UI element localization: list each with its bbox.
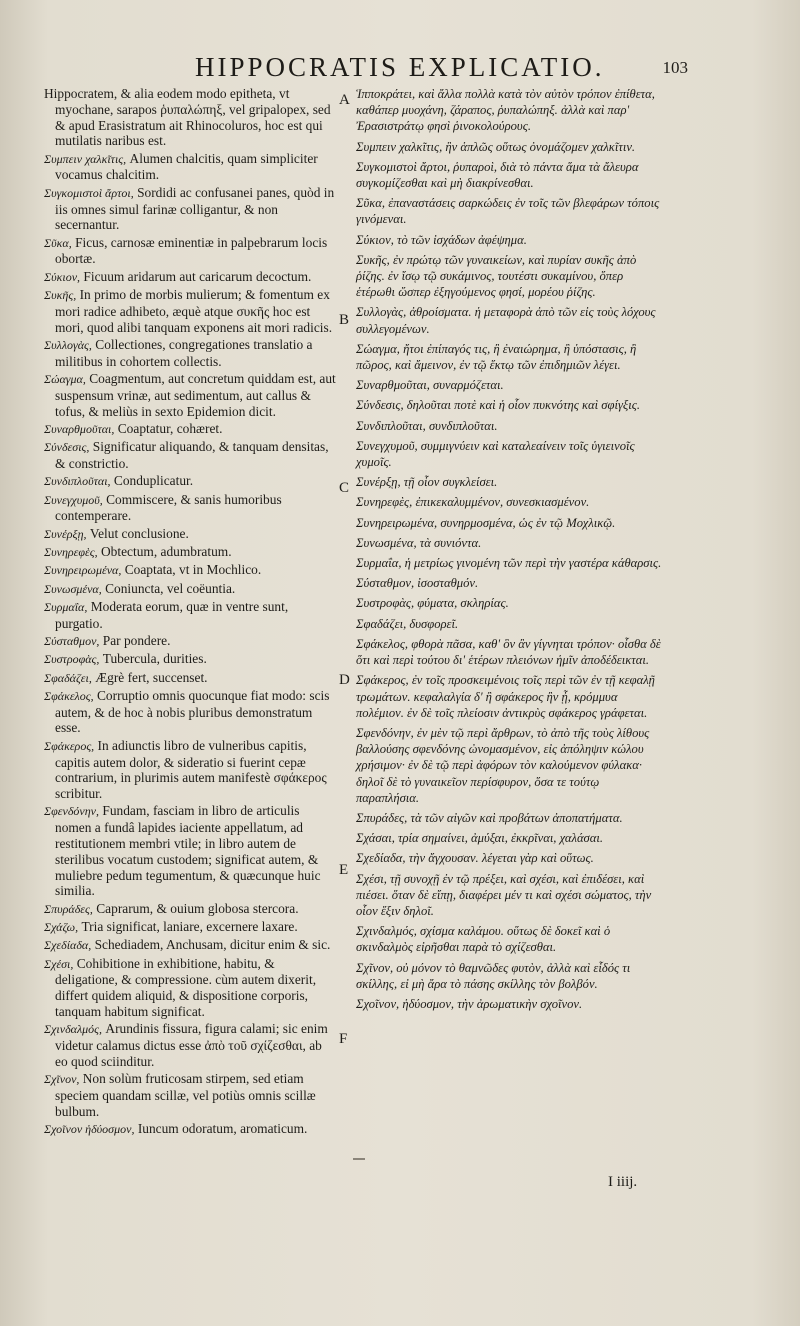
latin-gloss: Velut conclusione. — [89, 525, 189, 541]
latin-column — [44, 86, 336, 1139]
latin-gloss: Arundinis fissura, figura calami; sic enim videtur calamus dictus esse ἀπὸ τοῦ σχίζεσθαι, ab eo quod sciinditur. — [55, 1021, 328, 1069]
greek-headword: Σώαγμα, — [44, 372, 86, 387]
latin-entry — [44, 235, 336, 268]
latin-gloss: Fundam, fasciam in libro de articulis nomen a fundâ lapides iaciente appellatum, ad restitutionem membri vtile; in libro autem de sterilibus vocatum custodem; significat autem, & muliebre pedum tegumentum, & quæcunque huic similia. — [55, 803, 321, 899]
greek-entry: Σχάσαι, τρία σημαίνει, ἀμύξαι, ἐκκρῖναι, χαλάσαι. — [356, 831, 604, 846]
latin-gloss: Coaptata, vt in Mochlico. — [124, 562, 262, 578]
latin-entry — [44, 287, 336, 335]
latin-gloss: Par pondere. — [102, 633, 171, 648]
latin-gloss: Coagmentum, aut concretum quiddam est, aut suspensum vrinæ, aut sedimentum, aut callus & tofus, & meliùs in sexto Epidemion dicit. — [55, 371, 336, 419]
greek-entry: Σύνδεσις, δηλοῦται ποτὲ καὶ ἡ οἷον πυκνότης καὶ σφίγξις. — [356, 398, 641, 413]
margin-letter-b: B — [339, 312, 350, 328]
latin-entry — [44, 473, 336, 490]
latin-entry — [44, 738, 336, 802]
greek-headword: Συρμαΐα, — [44, 599, 88, 614]
greek-headword: Συναρθμοῦται, — [44, 421, 115, 436]
greek-headword: Συνδιπλοῦται, — [44, 474, 111, 489]
greek-entry: Σῦκα, ἐπαναστάσεις σαρκώδεις ἐν τοῖς τῶν βλεφάρων τόποις γινόμεναι. — [356, 196, 660, 227]
margin-letter-f: F — [339, 1031, 348, 1047]
latin-entry — [44, 337, 336, 370]
latin-gloss: Caprarum, & ouium globosa stercora. — [96, 900, 299, 916]
margin-letter-d: D — [339, 672, 350, 688]
latin-gloss: Significatur aliquando, & tanquam densitas, & constrictio. — [55, 439, 329, 472]
greek-headword: Σπυράδες, — [44, 901, 93, 916]
greek-entry: Σφάκελος, φθορὰ πᾶσα, καθ' ὃν ἂν γίγνηται τρόπον· οἶσθα δὲ ὅτι καὶ περὶ τούτου δι' ἑτέρων πλειόνων ἡμῖν ἀποδέδεικται. — [356, 636, 661, 668]
latin-gloss: Sordidi ac confusanei panes, quòd in iis omnes simul farinæ colligantur, & non secernantur. — [55, 184, 335, 233]
greek-headword: Συλλογὰς, — [44, 337, 92, 352]
greek-entry: Συνηρεφὲς, ἐπικεκαλυμμένον, συνεσκιασμένον. — [356, 495, 590, 510]
greek-entry: Σύσταθμον, ἰσοσταθμόν. — [356, 576, 479, 591]
greek-headword: Συνωσμένα, — [44, 581, 102, 596]
latin-entry — [44, 670, 336, 687]
greek-headword: Σχῖνον, — [44, 1072, 80, 1087]
greek-headword: Συκῆς, — [44, 288, 77, 303]
latin-entry — [44, 185, 336, 233]
greek-headword: Σχινδαλμός, — [44, 1022, 103, 1037]
latin-entry — [44, 86, 336, 149]
latin-entry — [44, 651, 336, 668]
greek-headword: Συνέρξῃ, — [44, 526, 87, 541]
latin-entry — [44, 956, 336, 1020]
signature-mark: I iiij. — [608, 1174, 638, 1190]
latin-gloss: Collectiones, congregationes translatio a militibus in cohortem collectis. — [55, 336, 313, 369]
greek-headword: Σύσταθμον, — [44, 634, 100, 648]
latin-entry — [44, 937, 336, 954]
latin-gloss: Alumen chalcitis, quam simpliciter vocamus chalcitim. — [55, 150, 318, 183]
greek-entry: Συμπειν χαλκῖτις, ἣν ἁπλῶς οὕτως ὀνομάζομεν χαλκῖτιν. — [356, 139, 636, 154]
greek-entry: Σχῖνον, οὐ μόνον τὸ θαμνῶδες φυτὸν, ἀλλὰ καὶ εἶδός τι σκίλλης, εἰ μὴ ἄρα τὸ πάσης σκίλλης τὸν βολβόν. — [356, 960, 631, 991]
latin-entry — [44, 544, 336, 561]
greek-entry: Σώαγμα, ἤτοι ἐπίπαγός τις, ἢ ἐναιώρημα, ἢ ὑπόστασις, ἢ πῶρος, καὶ ἄμεινον, ἐν τῷ ἕκτῳ τῶν ἐπιδημιῶν λέγει. — [356, 341, 637, 373]
latin-gloss: Commiscere, & sanis humoribus contemperare. — [55, 491, 282, 524]
margin-letter-c: C — [339, 480, 350, 496]
latin-entry — [44, 599, 336, 632]
greek-headword: Σχεδίαδα, — [44, 938, 92, 953]
latin-entry — [44, 562, 336, 579]
greek-entry: Συστροφὰς, φύματα, σκληρίας. — [356, 596, 509, 611]
latin-gloss: Coaptatur, cohæret. — [117, 420, 223, 436]
greek-entry: Συνέρξῃ, τῇ οἷον συγκλείσει. — [356, 475, 498, 490]
latin-gloss: Tria significat, laniare, excernere laxare. — [81, 919, 298, 935]
greek-entry: Συρμαΐα, ἡ μετρίως γινομένη τῶν περὶ τὴν γαστέρα κάθαρσις. — [356, 556, 662, 571]
greek-entry: Συνηρειρωμένα, συνηρμοσμένα, ὡς ἐν τῷ Μοχλικῷ. — [356, 515, 616, 530]
greek-headword: Συνεγχυμοῦ, — [44, 492, 103, 507]
latin-gloss: In adiunctis libro de vulneribus capitis, capitis autem dolor, & sideratio si fuerint cepæ contrarium, in plurimis autem manifestè σφάκερος scribitur. — [55, 737, 327, 802]
greek-headword: Σύνδεσις, — [44, 440, 90, 455]
greek-headword: Συνηρεφὲς, — [44, 545, 98, 560]
latin-entry — [44, 269, 336, 286]
greek-headword: Σχάζω, — [44, 920, 79, 935]
greek-entry: Συνεγχυμοῦ, συμμιγνύειν καὶ καταλεαίνειν τοῖς ὑγιεινοῖς χυμοῖς. — [356, 438, 635, 470]
greek-headword: Συγκομιστοὶ ἄρτοι, — [44, 185, 134, 200]
greek-entry: Σφαδάζει, δυσφορεῖ. — [356, 616, 459, 631]
greek-entry: Σπυράδες, τὰ τῶν αἰγῶν καὶ προβάτων ἀποπατήματα. — [356, 810, 623, 825]
greek-column — [356, 86, 664, 1016]
greek-entry: Σύκιον, τὸ τῶν ἰσχάδων ἀφέψημα. — [356, 232, 527, 247]
latin-gloss: Coniuncta, vel coëuntia. — [105, 580, 236, 596]
page-number: 103 — [662, 58, 688, 77]
latin-gloss: Ægrè fert, succenset. — [95, 669, 208, 685]
page-header — [0, 52, 800, 86]
latin-entry — [44, 439, 336, 472]
latin-gloss: Cohibitione in exhibitione, habitu, & deligatione, & compressione. cùm autem dixerit, differt quidem aliquid, & dispositione corporis, tanquam habitum significat. — [55, 955, 317, 1020]
greek-entry: Σχοῖνον, ἡδύοσμον, τὴν ἀρωματικὴν σχοῖνον. — [356, 996, 583, 1011]
latin-gloss: Schediadem, Anchusam, dicitur enim & sic. — [94, 937, 331, 953]
latin-entry — [44, 803, 336, 899]
latin-entry — [44, 526, 336, 543]
greek-entry: Συκῆς, ἐν πρώτῳ τῶν γυναικείων, καὶ πυρίαν συκῆς ἀπὸ ῥίζης. ἐν ἴσῳ τῷ συκάμινος, τουτέστι συκαμίνου, ὅπερ ἑτέρωθι ὥσπερ ἐξηγούμενος φησί, μορέου ῥίζης. — [356, 252, 637, 300]
latin-gloss: Hippocratem, & alia eodem modo epitheta, vt myochane, sarapos ῥυπαλώπηξ, vel gripalopex, sed & apud Erasistratum ait Rhinocoluros, hoc est qui mutilatis naribus est. — [44, 86, 331, 149]
greek-headword: Συνηρειρωμένα, — [44, 563, 122, 578]
latin-gloss: Tubercula, durities. — [102, 651, 207, 667]
running-title: HIPPOCRATIS EXPLICATIO. — [195, 52, 605, 82]
greek-headword: Σφάκελος, — [44, 688, 94, 703]
greek-entry: Σφενδόνην, ἐν μὲν τῷ περὶ ἄρθρων, τὸ ἀπὸ τῆς τοὺς λίθους βαλλούσης σφενδόνης ὠνομασμένον, εἰς ἀπόληψιν κώλου χρήσιμον· ἐν δὲ τῷ περὶ ἀφόρων τὸν καλούμενον φύλακα· δηλοῖ δὲ τὸ γυναικεῖον περίσφυρον, ὅσα τε τούτῳ παραπλήσια. — [356, 725, 650, 805]
greek-headword: Σχοῖνον ἡδύοσμον, — [44, 1122, 135, 1137]
latin-entry — [44, 633, 336, 650]
latin-gloss: Obtectum, adumbratum. — [101, 544, 232, 560]
latin-entry — [44, 581, 336, 598]
greek-headword: Σφαδάζει, — [44, 670, 92, 685]
greek-headword: Σφενδόνην, — [44, 804, 100, 819]
latin-entry — [44, 1071, 336, 1119]
latin-entry — [44, 901, 336, 918]
latin-gloss: Corruptio omnis quocunque fiat modo: scis autem, & de hoc à nobis pluribus demonstratum esse. — [55, 687, 330, 736]
latin-entry — [44, 151, 336, 184]
latin-entry — [44, 492, 336, 525]
greek-entry: Σχέσι, τῇ συνοχῇ ἐν τῷ πρέξει, καὶ σχέσι, καὶ ἐπιδέσει, καὶ πιέσει. ὅταν δὲ εἴπῃ, διαφέρει μέν τι καὶ σχέσι σώματος, τὴν οἷον ἕξιν δηλοῖ. — [356, 871, 652, 918]
latin-gloss: Conduplicatur. — [113, 473, 194, 489]
greek-headword: Σφάκερος, — [44, 738, 95, 753]
latin-gloss: Moderata eorum, quæ in ventre sunt, purgatio. — [55, 598, 289, 631]
margin-letter-a: A — [339, 92, 350, 108]
greek-headword: Σχέσι, — [44, 956, 74, 971]
latin-gloss: Iuncum odoratum, aromaticum. — [137, 1121, 308, 1137]
latin-entry — [44, 1021, 336, 1069]
latin-entry — [44, 371, 336, 419]
greek-headword: Συστροφὰς, — [44, 652, 100, 667]
latin-entry — [44, 1121, 336, 1138]
greek-entry: Συγκομιστοὶ ἄρτοι, ῥυπαροὶ, διὰ τὸ πάντα ἅμα τὰ ἄλευρα συγκομίζεσθαι καὶ μὴ διακρίνεσθαι. — [356, 159, 639, 191]
greek-entry: Σφάκερος, ἐν τοῖς προσκειμένοις τοῖς περὶ τῶν ἐν τῇ κεφαλῇ τρωμάτων. κεφαλαλγία δ' ἢ σφάκερος ἢν ᾖ, κρόμμυα πολέμιον. ἐν δὲ τοῖς πλείοσιν ἀντικρὺς σφάκερος γράφεται. — [356, 673, 655, 720]
greek-entry: Σχινδαλμός, σχίσμα καλάμου. οὕτως δὲ δοκεῖ καὶ ὁ σκινδαλμὸς εἰρῆσθαι παρὰ τὸ σχίζεσθαι. — [356, 924, 611, 955]
greek-entry: Συνωσμένα, τὰ συνιόντα. — [356, 535, 482, 550]
latin-gloss: Ficus, carnosæ eminentiæ in palpebrarum locis obortæ. — [55, 234, 328, 267]
latin-gloss: Non solùm fruticosam stirpem, sed etiam speciem quandam scillæ, vel potiùs omnis scillæ bulbum. — [55, 1071, 316, 1119]
greek-entry: Συλλογὰς, ἀθροίσματα. ἡ μεταφορὰ ἀπὸ τῶν εἰς τοὺς λόχους συλλεγομένων. — [356, 305, 656, 336]
latin-entry — [44, 421, 336, 438]
greek-entry: Ἱπποκράτει, καὶ ἄλλα πολλὰ κατὰ τὸν αὐτὸν τρόπον ἐπίθετα, καθάπερ μυοχάνη, ζάραπος, ῥυπαλώπηξ. ἀλλὰ καὶ παρ' Ἐρασιστράτῳ φησὶ ῥινοκολούρους. — [356, 87, 655, 134]
ink-mark — [353, 1158, 365, 1160]
latin-gloss: In primo de morbis mulierum; & fomentum ex mori radice adhibeto, æquè atque συκῆς hoc est mori, quod alibi tanquam exponens ait mori radicis. — [55, 287, 333, 335]
margin-letter-e: E — [339, 862, 349, 878]
greek-headword: Σύκιον, — [44, 269, 81, 284]
latin-entry — [44, 688, 336, 736]
greek-headword: Συμπειν χαλκῖτις, — [44, 151, 127, 166]
latin-entry — [44, 919, 336, 936]
latin-gloss: Ficuum aridarum aut caricarum decoctum. — [83, 268, 312, 284]
greek-headword: Σῦκα, — [44, 235, 72, 250]
greek-entry: Συναρθμοῦται, συναρμόζεται. — [356, 378, 504, 393]
greek-entry: Σχεδίαδα, τὴν ἄγχουσαν. λέγεται γὰρ καὶ οὕτως. — [356, 851, 594, 866]
greek-entry: Συνδιπλοῦται, συνδιπλοῦται. — [356, 418, 498, 433]
